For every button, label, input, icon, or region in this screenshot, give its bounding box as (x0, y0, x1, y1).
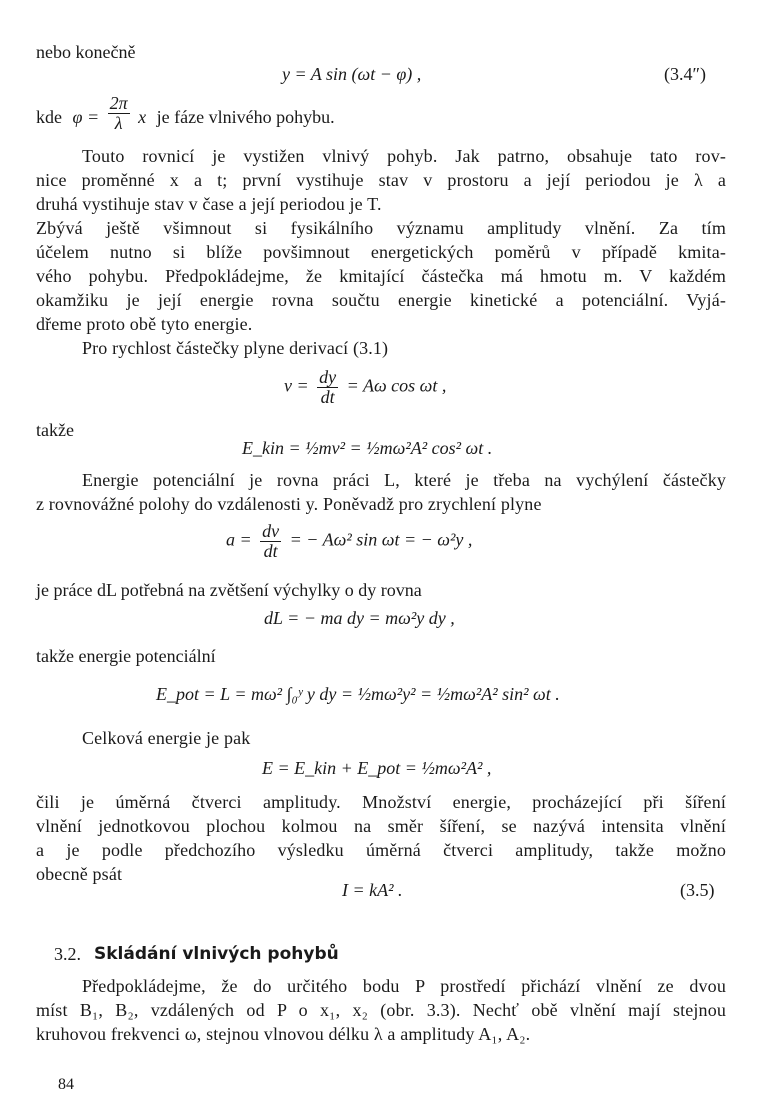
v-rhs: = Aω cos ωt , (346, 375, 447, 396)
section-number: 3.2. (54, 944, 81, 964)
text-line: je práce dL potřebná na zvětšení výchylky o dy rovna (36, 580, 422, 600)
text-line: a je podle předchozího výsledku úměrná čtverci amplitudy, takže možno (36, 840, 726, 860)
phi-denominator: λ (114, 112, 123, 133)
text-line: Touto rovnicí je vystižen vlnivý pohyb. Jak patrno, obsahuje tato rov- (82, 146, 726, 166)
phi-numerator: 2π (109, 93, 128, 113)
a-fraction (260, 522, 281, 561)
section-title: Skládání vlnivých pohybů (94, 944, 339, 964)
text-line: druhá vystihuje stav v čase a její periodou je T. (36, 194, 382, 214)
v-numerator: dy (319, 367, 337, 387)
v-lhs: v = (284, 375, 309, 396)
text-line: obecně psát (36, 864, 123, 884)
equation-number: (3.5) (680, 880, 715, 900)
phi-lhs: φ = (72, 106, 100, 127)
intensity-equation: I = kA² . (342, 880, 403, 900)
phi-fraction (108, 94, 130, 133)
page-number: 84 (58, 1076, 74, 1093)
a-lhs: a = (226, 529, 252, 550)
a-numerator: dv (262, 521, 280, 541)
text-line: čili je úměrná čtverci amplitudy. Množství energie, procházející při šíření (36, 792, 726, 812)
text-line: Celková energie je pak (82, 728, 251, 748)
text-line: vlnění jednotkovou plochou kolmou na směr šíření, se nazývá intensita vlnění (36, 816, 726, 836)
text-line: nice proměnné x a t; první vystihuje stav v prostoru a její periodou je λ a (36, 170, 726, 190)
text-line: Energie potenciální je rovna práci L, které je třeba na vychýlení částečky (82, 470, 726, 490)
text-line: Předpokládejme, že do určitého bodu P prostředí přichází vlnění ze dvou (82, 976, 726, 996)
v-denominator: dt (320, 386, 335, 407)
phi-variable: x (138, 106, 147, 127)
text-line: nebo konečně (36, 42, 136, 62)
text-line: takže energie potenciální (36, 646, 216, 666)
velocity-equation (284, 368, 446, 407)
v-fraction (317, 368, 338, 407)
equation-3-4: y = A sin (ωt − φ) , (282, 64, 422, 84)
total-energy-equation: E = E_kin + E_pot = ½mω²A² , (262, 758, 492, 778)
text-line: takže (36, 420, 74, 440)
text-line: kruhovou frekvenci ω, stejnou vlnovou délku λ a amplitudy A₁, A₂. (36, 1024, 531, 1044)
equation-number: (3.4″) (664, 64, 706, 84)
text-line: míst B₁, B₂, vzdálených od P o x₁, x₂ (obr. 3.3). Nechť obě vlnění mají stejnou (36, 1000, 726, 1020)
potential-energy-equation: E_pot = L = mω² ∫₀ʸ y dy = ½mω²y² = ½mω²A² sin² ωt . (156, 684, 560, 704)
text-line: vého pohybu. Předpokládejme, že kmitající částečka má hmotu m. V každém (36, 266, 726, 286)
work-equation: dL = − ma dy = mω²y dy , (264, 608, 455, 628)
text-line: Zbývá ještě všimnout si fysikálního významu amplitudy vlnění. Za tím (36, 218, 726, 238)
a-rhs: = − Aω² sin ωt = − ω²y , (289, 529, 473, 550)
text-fragment: kde (36, 106, 62, 127)
a-denominator: dt (263, 540, 278, 561)
kinetic-energy-equation: E_kin = ½mv² = ½mω²A² cos² ωt . (242, 438, 493, 458)
text-line: z rovnovážné polohy do vzdálenosti y. Poněvadž pro zrychlení plyne (36, 494, 542, 514)
phase-definition-line (36, 94, 335, 133)
text-fragment: je fáze vlnivého pohybu. (156, 106, 335, 127)
text-line: účelem nutno si blíže povšimnout energetických poměrů v případě kmita- (36, 242, 726, 262)
text-line: dřeme proto obě tyto energie. (36, 314, 253, 334)
text-line: Pro rychlost částečky plyne derivací (3.1) (82, 338, 389, 358)
acceleration-equation (226, 522, 472, 561)
text-line: okamžiku je její energie rovna součtu energie kinetické a potenciální. Vyjá- (36, 290, 726, 310)
